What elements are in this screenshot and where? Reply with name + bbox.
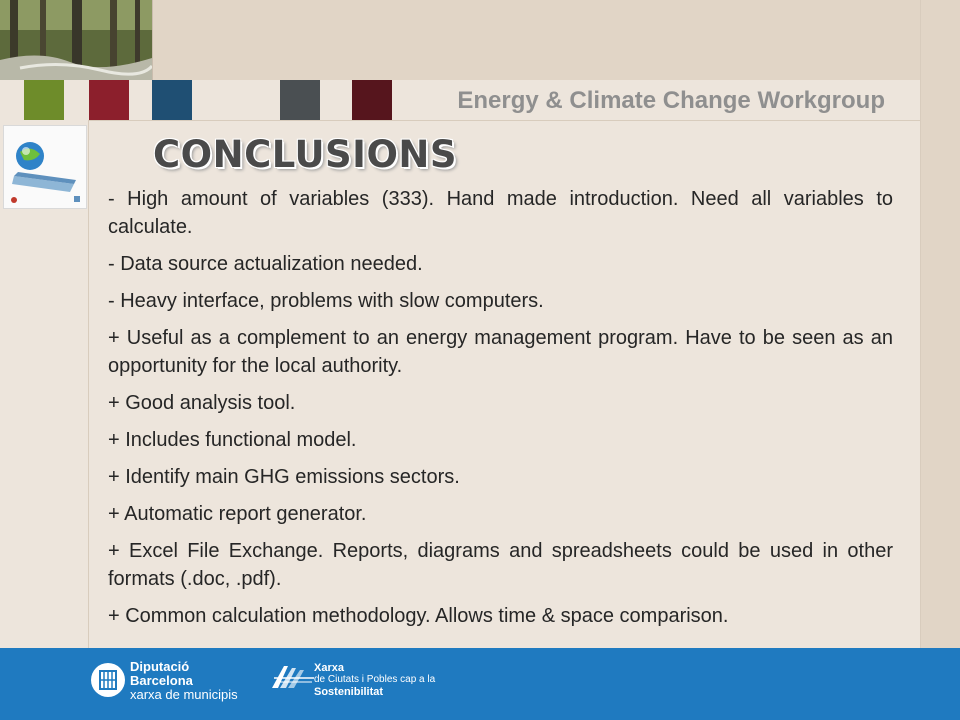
xarxa-municipis-line: xarxa de municipis (130, 687, 238, 702)
green-square (24, 80, 64, 120)
xarxa-line: Xarxa (314, 662, 344, 674)
sostenibilitat-line: Sostenibilitat (314, 686, 384, 698)
list-item: + Useful as a complement to an energy management program. Have to be seen as an opportunity for the local authority. (108, 327, 893, 377)
ciutats-pobles-line: de Ciutats i Pobles cap a la (314, 674, 436, 685)
list-item: - Data source actualization needed. (108, 253, 423, 275)
list-item: + Includes functional model. (108, 429, 357, 451)
list-item: + Identify main GHG emissions sectors. (108, 466, 460, 488)
gray-square (280, 80, 320, 120)
blue-square (152, 80, 192, 120)
xarxa-logo-text (314, 662, 435, 698)
slide-title: CONCLUSIONS (153, 133, 458, 176)
list-item: + Automatic report generator. (108, 503, 367, 525)
forest-stream-photo (0, 0, 152, 80)
xarxa-logo-icon (270, 660, 316, 690)
diputacio-line: Diputació (130, 659, 190, 674)
list-item: + Excel File Exchange. Reports, diagrams and spreadsheets could be used in other formats (.doc, .pdf). (108, 540, 893, 590)
list-item: - High amount of variables (333). Hand made introduction. Need all variables to calculate. (108, 188, 893, 238)
list-item: + Common calculation methodology. Allows time & space comparison. (108, 605, 729, 627)
software-thumbnail (3, 125, 87, 209)
barcelona-line: Barcelona (130, 673, 193, 688)
conclusions-list (108, 185, 893, 639)
workgroup-title: Energy & Climate Change Workgroup (457, 87, 885, 114)
list-item: + Good analysis tool. (108, 392, 296, 414)
list-item: - Heavy interface, problems with slow computers. (108, 290, 544, 312)
header-divider (152, 0, 153, 80)
right-column (920, 0, 960, 648)
red-square (89, 80, 129, 120)
diputacio-logo-text (130, 660, 238, 702)
diputacio-logo-icon (90, 662, 126, 698)
